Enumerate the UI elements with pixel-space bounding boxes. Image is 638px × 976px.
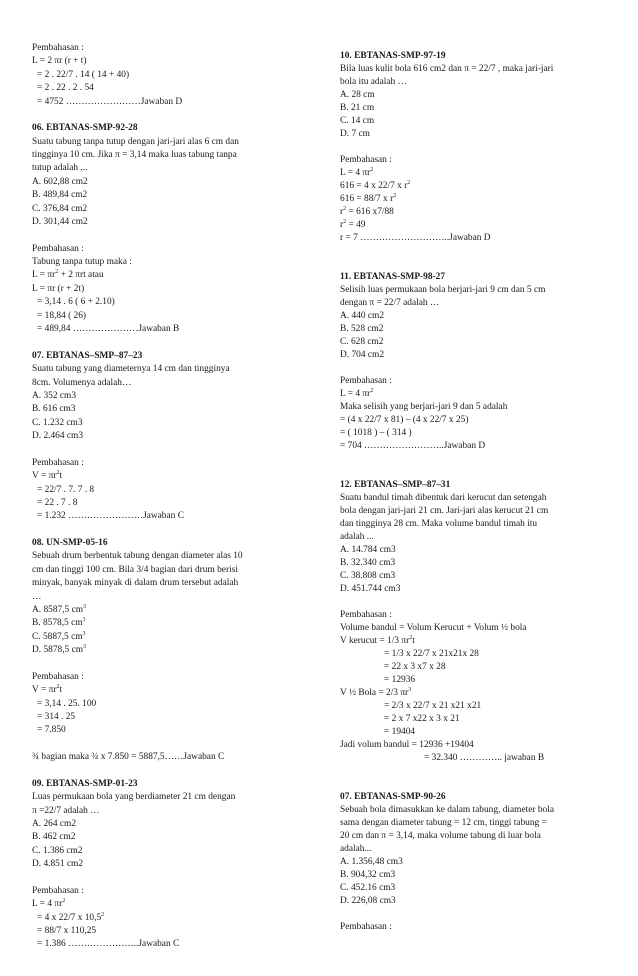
line-text-after: + 2 πrt atau bbox=[58, 270, 104, 281]
text-line bbox=[32, 818, 76, 830]
text-line bbox=[340, 284, 545, 296]
line-text: Pembahasan : bbox=[32, 885, 84, 896]
line-text: A. 352 cm3 bbox=[32, 390, 77, 401]
line-text: = 22/7 . 7. 7 . 8 bbox=[37, 484, 95, 495]
line-text: L = 4 πr bbox=[340, 389, 371, 399]
line-text: D. 704 cm2 bbox=[340, 350, 385, 360]
line-text: = 1/3 x 22/7 x 21x21x 28 bbox=[384, 649, 479, 659]
line-text: r bbox=[340, 207, 344, 217]
question-heading bbox=[32, 778, 138, 790]
text-line bbox=[340, 882, 395, 894]
text-line bbox=[340, 505, 548, 517]
line-text: A. 14.784 cm3 bbox=[340, 545, 396, 555]
text-line bbox=[32, 550, 243, 562]
line-text: 09. EBTANAS-SMP-01-23 bbox=[32, 778, 138, 789]
line-text-after: t bbox=[412, 636, 415, 646]
text-line bbox=[340, 427, 412, 439]
text-line bbox=[340, 115, 374, 127]
text-line bbox=[37, 510, 184, 522]
line-text: A. 440 cm2 bbox=[340, 311, 385, 321]
superscript: 2 bbox=[101, 911, 105, 918]
text-line bbox=[340, 635, 415, 647]
text-line bbox=[32, 203, 87, 215]
line-text: Luas permukaan bola yang berdiameter 21 cm dengan bbox=[32, 792, 236, 803]
superscript: 3 bbox=[82, 630, 86, 637]
text-line bbox=[37, 82, 94, 94]
text-line bbox=[340, 583, 400, 595]
question-heading bbox=[340, 271, 445, 283]
superscript: 2 bbox=[343, 219, 347, 225]
line-text: 11. EBTANAS-SMP-98-27 bbox=[340, 272, 446, 282]
text-line bbox=[340, 375, 392, 387]
line-text: 616 = 88/7 x r bbox=[340, 194, 394, 204]
line-text: = 2/3 x 22/7 x 21 x21 x21 bbox=[384, 701, 482, 711]
line-text: 07. EBTANAS-SMP-90-26 bbox=[340, 792, 446, 802]
superscript: 2 bbox=[407, 180, 411, 186]
superscript: 3 bbox=[83, 603, 87, 610]
line-text: Pembahasan : bbox=[32, 43, 84, 53]
superscript: 2 bbox=[370, 167, 374, 173]
line-text: = 22 . 7 . 8 bbox=[37, 497, 78, 508]
text-line bbox=[384, 713, 460, 725]
question-heading bbox=[340, 791, 446, 803]
line-text: Tabung tanpa tutup maka : bbox=[32, 257, 132, 268]
text-line bbox=[384, 648, 479, 660]
text-line bbox=[340, 323, 384, 335]
text-line bbox=[37, 698, 96, 710]
superscript: 2 bbox=[370, 388, 374, 394]
superscript: 3 bbox=[83, 644, 87, 651]
text-line bbox=[37, 711, 75, 723]
line-text: Pembahasan : bbox=[340, 376, 392, 386]
line-text: = 1.232 ……………………Jawaban C bbox=[37, 511, 184, 522]
line-text: L = 4 πr bbox=[340, 168, 371, 178]
text-line bbox=[32, 189, 87, 201]
text-line bbox=[340, 518, 537, 530]
line-text: D. 226,08 cm3 bbox=[340, 896, 396, 906]
question-heading bbox=[32, 122, 138, 134]
line-text: Sebuah drum berbentuk tabung dengan diameter alas 10 bbox=[32, 551, 243, 562]
line-text: sama dengan diameter tabung = 12 cm, tinggi tabung = bbox=[340, 818, 547, 828]
text-line bbox=[32, 136, 239, 148]
text-line bbox=[37, 724, 66, 736]
text-line bbox=[32, 671, 84, 683]
text-line bbox=[32, 42, 84, 54]
line-text: D. 5878,5 cm bbox=[32, 645, 84, 656]
text-line bbox=[340, 921, 392, 933]
text-line bbox=[32, 617, 86, 629]
text-line bbox=[32, 898, 65, 910]
line-text: r = 7 ………………………..Jawaban D bbox=[340, 233, 491, 243]
text-line bbox=[340, 895, 396, 907]
text-line bbox=[37, 69, 129, 81]
text-line bbox=[340, 154, 392, 166]
line-text: D. 451.744 cm3 bbox=[340, 584, 401, 594]
text-line bbox=[384, 674, 415, 686]
line-text: B. 462 cm2 bbox=[32, 832, 76, 843]
text-line bbox=[32, 403, 76, 415]
line-text: adalah... bbox=[340, 844, 372, 854]
line-text: = 2 x 7 x22 x 3 x 21 bbox=[384, 714, 460, 724]
line-text: bola itu adalah … bbox=[340, 77, 407, 87]
text-line bbox=[340, 232, 491, 244]
line-text: Pembahasan : bbox=[32, 457, 84, 468]
line-text: C. 452.16 cm3 bbox=[340, 883, 396, 893]
line-text: Sebuah bola dimasukkan ke dalam tabung, diameter bola bbox=[340, 805, 554, 815]
line-text: V ½ Bola = 2/3 πr bbox=[340, 688, 409, 698]
line-text: = 2 . 22 . 2 . 54 bbox=[37, 83, 94, 94]
line-text-after: = 49 bbox=[346, 220, 366, 230]
text-line bbox=[32, 162, 87, 174]
superscript: 2 bbox=[62, 898, 66, 905]
line-text: = 3,14 . 25. 100 bbox=[37, 698, 97, 709]
line-text: B. 32.340 cm3 bbox=[340, 558, 396, 568]
line-text: A. 28 cm bbox=[340, 90, 375, 100]
text-line bbox=[340, 128, 370, 140]
line-text: C. 14 cm bbox=[340, 116, 375, 126]
line-text: tutup adalah ,.. bbox=[32, 163, 88, 174]
text-line bbox=[32, 377, 131, 389]
text-line bbox=[340, 401, 507, 413]
text-line bbox=[37, 938, 179, 950]
text-line bbox=[37, 96, 182, 108]
question-heading bbox=[340, 50, 446, 62]
line-text: D. 4.851 cm2 bbox=[32, 859, 84, 870]
text-line bbox=[37, 310, 86, 322]
line-text: = 3,14 . 6 ( 6 + 2.10) bbox=[37, 297, 115, 308]
line-text: B. 616 cm3 bbox=[32, 404, 76, 415]
line-text: = 4 x 22/7 x 10,5 bbox=[37, 912, 102, 923]
text-line bbox=[340, 570, 395, 582]
line-text: dan tingginya 28 cm. Maka volume bandul timah itu bbox=[340, 519, 538, 529]
line-text: B. 21 cm bbox=[340, 103, 375, 113]
text-line bbox=[32, 390, 76, 402]
line-text: = ( 1018 ) – ( 314 ) bbox=[340, 428, 412, 438]
line-text: Suatu bandul timah dibentuk dari kerucut dan setengah bbox=[340, 493, 547, 503]
line-text: D. 7 cm bbox=[340, 129, 370, 139]
text-line bbox=[340, 63, 553, 75]
text-line bbox=[32, 885, 84, 897]
text-line bbox=[37, 912, 104, 924]
line-text: ¾ bagian maka ¾ x 7.850 = 5887,5……Jawaban C bbox=[32, 752, 225, 763]
text-line bbox=[340, 206, 394, 218]
line-text-after: t bbox=[59, 471, 63, 482]
text-line bbox=[340, 531, 374, 543]
line-text: V kerucut = 1/3 πr bbox=[340, 636, 410, 646]
line-text: Maka selisih yang berjari-jari 9 dan 5 adalah bbox=[340, 402, 508, 412]
line-text: dengan π = 22/7 adalah … bbox=[340, 298, 440, 308]
line-text: L = πr (r + 2t) bbox=[32, 283, 85, 294]
line-text: Pembahasan : bbox=[32, 243, 84, 254]
line-text: = 4752 ……………………Jawaban D bbox=[37, 96, 183, 107]
line-text: V = πr bbox=[32, 685, 57, 696]
text-line bbox=[384, 726, 415, 738]
superscript: 2 bbox=[343, 206, 347, 212]
text-line bbox=[32, 417, 83, 429]
text-line bbox=[37, 497, 77, 509]
text-line bbox=[340, 856, 403, 868]
line-text: 10. EBTANAS-SMP-97-19 bbox=[340, 51, 446, 61]
line-text: = 12936 bbox=[384, 675, 416, 685]
superscript: 2 bbox=[393, 193, 397, 199]
superscript: 3 bbox=[82, 617, 86, 624]
text-line bbox=[340, 336, 384, 348]
line-text: L = 2 πr (r + t) bbox=[32, 56, 87, 67]
text-line bbox=[32, 845, 83, 857]
text-line bbox=[32, 631, 86, 643]
text-line bbox=[340, 180, 410, 192]
question-heading bbox=[32, 537, 108, 549]
line-text: Bila luas kulit bola 616 cm2 dan π = 22/7 , maka jari-jari bbox=[340, 64, 554, 74]
text-line bbox=[340, 102, 374, 114]
text-line bbox=[340, 817, 547, 829]
text-line bbox=[32, 684, 62, 696]
line-text: = 489,84 …………………Jawaban B bbox=[37, 323, 180, 334]
line-text: adalah ... bbox=[340, 532, 374, 542]
line-text: Pembahasan : bbox=[340, 922, 392, 932]
line-text: C. 1.232 cm3 bbox=[32, 417, 83, 428]
text-line bbox=[32, 805, 100, 817]
line-text: L = πr bbox=[32, 270, 56, 281]
line-text: B. 489,84 cm2 bbox=[32, 190, 88, 201]
line-text-after: = 616 x7/88 bbox=[346, 207, 394, 217]
text-line bbox=[32, 791, 235, 803]
text-line bbox=[32, 751, 224, 763]
text-line bbox=[32, 470, 62, 482]
text-line bbox=[340, 388, 373, 400]
text-line bbox=[32, 430, 83, 442]
line-text: r bbox=[340, 220, 344, 230]
line-text: B. 8578,5 cm bbox=[32, 618, 83, 629]
text-line bbox=[340, 76, 407, 88]
text-line bbox=[32, 591, 41, 603]
line-text: Pembahasan : bbox=[340, 155, 392, 165]
line-text: 616 = 4 x 22/7 x r bbox=[340, 181, 408, 191]
text-line bbox=[340, 297, 439, 309]
text-line bbox=[340, 89, 375, 101]
text-line bbox=[384, 661, 446, 673]
text-line bbox=[340, 830, 541, 842]
line-text: = 19404 bbox=[384, 727, 416, 737]
line-text: bola dengan jari-jari 21 cm. Jari-jari alas kerucut 21 cm bbox=[340, 506, 549, 516]
line-text: 07. EBTANAS–SMP–87–23 bbox=[32, 350, 143, 361]
text-line bbox=[32, 577, 238, 589]
line-text: = 88/7 x 110,25 bbox=[37, 926, 97, 937]
line-text: Volume bandul = Volum Kerucut + Volum ½ bola bbox=[340, 623, 527, 633]
line-text: minyak, banyak minyak di dalam drum tersebut adalah bbox=[32, 578, 239, 589]
text-line bbox=[37, 296, 115, 308]
text-line bbox=[37, 323, 179, 335]
line-text: 8cm. Volumenya adalah… bbox=[32, 377, 132, 388]
text-line bbox=[340, 492, 546, 504]
line-text: Suatu tabung tanpa tutup dengan jari-jari alas 6 cm dan bbox=[32, 136, 239, 147]
text-line bbox=[340, 869, 395, 881]
line-text: … bbox=[32, 591, 42, 602]
line-text: 08. UN-SMP-05-16 bbox=[32, 538, 108, 549]
line-text: Suatu tabung yang diameternya 14 cm dan tingginya bbox=[32, 364, 230, 375]
line-text: = 1.386 …………………..Jawaban C bbox=[37, 939, 180, 950]
text-line bbox=[32, 604, 86, 616]
superscript: 3 bbox=[408, 687, 412, 693]
line-text: = 2 . 22/7 . 14 ( 14 + 40) bbox=[37, 69, 130, 80]
text-line bbox=[340, 557, 395, 569]
line-text: = 704 ……………………..Jawaban D bbox=[340, 441, 486, 451]
text-line bbox=[384, 700, 481, 712]
text-line bbox=[340, 609, 392, 621]
text-line bbox=[340, 739, 474, 751]
text-line bbox=[340, 544, 396, 556]
line-text: A. 602,88 cm2 bbox=[32, 176, 88, 187]
line-text: C. 628 cm2 bbox=[340, 337, 384, 347]
text-line bbox=[340, 440, 485, 452]
line-text: 12. EBTANAS–SMP–87–31 bbox=[340, 480, 451, 490]
line-text: cm dan tinggi 100 cm. Bila 3/4 bagian dari drum berisi bbox=[32, 564, 238, 575]
text-line bbox=[32, 243, 84, 255]
text-line bbox=[32, 256, 132, 268]
line-text: = 7.850 bbox=[37, 725, 66, 736]
text-line bbox=[32, 644, 86, 656]
line-text: D. 2.464 cm3 bbox=[32, 431, 84, 442]
line-text: 20 cm dan π = 3,14, maka volume tabung di luar bola bbox=[340, 831, 541, 841]
text-line bbox=[32, 55, 87, 67]
superscript: 2 bbox=[56, 684, 60, 691]
text-line bbox=[37, 484, 94, 496]
text-line bbox=[424, 752, 544, 764]
line-text: A. 8587,5 cm bbox=[32, 604, 84, 615]
line-text: Selisih luas permukaan bola berjari-jari 9 cm dan 5 cm bbox=[340, 285, 546, 295]
line-text: = 32.340 ………….. jawaban B bbox=[424, 753, 545, 763]
line-text: Pembahasan : bbox=[340, 610, 392, 620]
text-line bbox=[32, 216, 88, 228]
superscript: 2 bbox=[56, 470, 60, 477]
text-line bbox=[32, 363, 230, 375]
text-line bbox=[32, 564, 238, 576]
text-line bbox=[32, 283, 84, 295]
text-line bbox=[32, 858, 83, 870]
line-text: tingginya 10 cm. Jika π = 3,14 maka luas tabung tanpa bbox=[32, 150, 237, 161]
line-text: 06. EBTANAS-SMP-92-28 bbox=[32, 123, 138, 134]
line-text: C. 1.386 cm2 bbox=[32, 845, 83, 856]
text-line bbox=[340, 219, 365, 231]
line-text: V = πr bbox=[32, 471, 57, 482]
line-text: = 18,84 ( 26) bbox=[37, 310, 87, 321]
text-line bbox=[340, 804, 554, 816]
line-text: Pembahasan : bbox=[32, 671, 84, 682]
text-line bbox=[32, 831, 76, 843]
line-text: B. 528 cm2 bbox=[340, 324, 384, 334]
text-line bbox=[340, 167, 373, 179]
text-line bbox=[340, 687, 411, 699]
line-text: Jadi volum bandul = 12936 +19404 bbox=[340, 740, 474, 750]
text-line bbox=[32, 176, 88, 188]
text-line bbox=[32, 457, 84, 469]
line-text: A. 264 cm2 bbox=[32, 819, 77, 830]
text-line bbox=[340, 193, 396, 205]
line-text: C. 5887,5 cm bbox=[32, 631, 83, 642]
line-text-after: t bbox=[59, 685, 63, 696]
line-text: L = 4 πr bbox=[32, 899, 63, 910]
superscript: 2 bbox=[409, 635, 413, 641]
question-heading bbox=[32, 350, 142, 362]
line-text: = 22 x 3 x7 x 28 bbox=[384, 662, 446, 672]
line-text: = 314 . 25 bbox=[37, 712, 76, 722]
text-line bbox=[32, 149, 237, 161]
text-line bbox=[340, 622, 527, 634]
question-heading bbox=[340, 479, 450, 491]
line-text: π =22/7 adalah … bbox=[32, 805, 100, 816]
line-text: A. 1.356,48 cm3 bbox=[340, 857, 403, 867]
line-text: = (4 x 22/7 x 81) – (4 x 22/7 x 25) bbox=[340, 415, 469, 425]
text-line bbox=[340, 414, 468, 426]
line-text: D. 301,44 cm2 bbox=[32, 216, 88, 227]
text-line bbox=[32, 269, 104, 281]
line-text: B. 904,32 cm3 bbox=[340, 870, 396, 880]
superscript: 2 bbox=[55, 269, 59, 276]
line-text: C. 376,84 cm2 bbox=[32, 203, 88, 214]
text-line bbox=[37, 925, 96, 937]
text-line bbox=[340, 310, 384, 322]
line-text: C. 38.808 cm3 bbox=[340, 571, 396, 581]
text-line bbox=[340, 843, 372, 855]
text-line bbox=[340, 349, 384, 361]
